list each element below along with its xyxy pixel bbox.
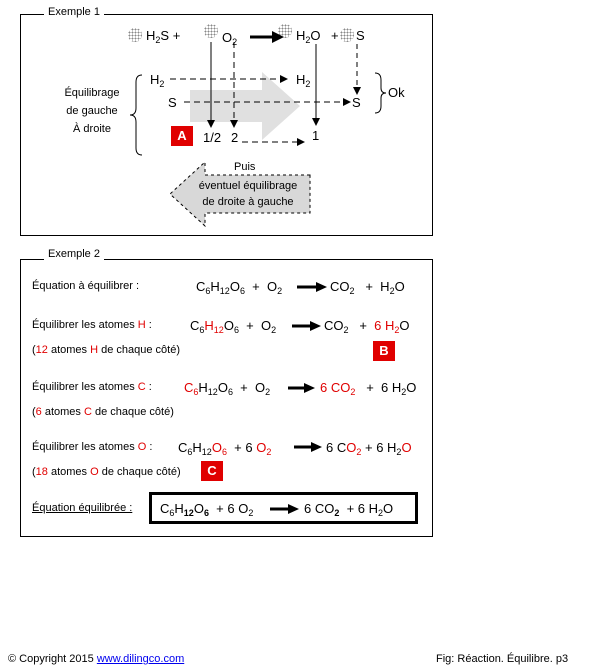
formula-h2o: $H_2O$ [296,28,321,45]
badge-b: B [373,341,395,361]
row-h2-left: $H_2$ [150,72,165,89]
row1-label: Équation à équilibrer : [32,280,140,292]
row-s-right: S [352,95,361,110]
gray-arrow-text [186,178,310,210]
row3-note: (6 atomes C de chaque côté) [32,406,174,418]
row3-equation-left: $C_6H_{12}O_6 + O_2$ [184,380,271,397]
side-label [52,84,132,138]
badge-a: A [171,126,193,146]
example-1-title: Exemple 1 [44,6,104,19]
copyright [8,653,184,665]
row2-equation-right: $CO_2 + 6$ $H_2O$ [324,318,410,335]
badge-c: C [201,461,223,481]
coef-half: 1/2 [203,130,222,145]
row4-label: Équilibrer les atomes O : [32,441,153,453]
site-link[interactable]: www.dilingco.com [96,653,185,665]
row1-equation-right: $CO_2 + H_2O$ [330,279,405,296]
row-h2-right: $H_2$ [296,72,311,89]
row3-label: Équilibrer les atomes C : [32,381,152,393]
figure-caption: Fig: Réaction. Équilibre. p3 [436,653,569,665]
arrow-row-1 [297,282,327,292]
gray-arrow-text-line-1: éventuel équilibrage [198,180,298,192]
side-label-line-3: À droite [73,123,111,135]
side-label-line-2: de gauche [66,105,118,117]
gray-arrow-text-line-2: de droite à gauche [202,196,294,208]
row4-equation-right: 6 $CO_2 + 6$ $H_2O$ [326,440,412,457]
formula-o2: $O_2$ [222,30,238,47]
coef-two: 2 [231,130,239,145]
row2-note: (12 atomes H de chaque côté) [32,344,181,356]
row2-label: Équilibrer les atomes H : [32,319,152,331]
row4-note: (18 atomes O de chaque côté) [32,466,181,478]
arrow-row-3 [288,383,315,393]
side-label-line-1: Équilibrage [64,87,120,99]
row5-equation-left: $C_6H_{12}O_6 + 6$ $O_2$ [160,501,254,518]
copyright-text: © Copyright 2015 [8,653,97,665]
plus-sign: + [172,28,181,43]
ok-label: Ok [388,85,405,100]
coef-one: 1 [312,128,320,143]
row3-equation-right: 6 $CO_2 + 6$ $H_2O$ [320,380,417,397]
right-brace [375,73,386,113]
formula-h2s: $H_2S$ [146,28,170,45]
row4-equation-left: $C_6H_{12}O_6 + 6$ $O_2$ [178,440,272,457]
row2-equation-left: $C_6H_{12}O_6 + O_2$ [190,318,277,335]
plus-sign-2: + [331,28,339,43]
arrow-row-2 [292,321,321,331]
example-2-title: Exemple 2 [44,248,104,261]
row1-equation-left: $C_6H_{12}O_6 + O_2$ [196,279,283,296]
row5-equation-right: 6 $CO_2 + 6$ $H_2O$ [304,501,394,518]
row5-label: Équation équilibrée : [32,502,133,514]
arrow-row-4 [294,442,322,452]
puis-label: Puis [234,161,256,173]
row-s-left: S [168,95,177,110]
reaction-arrow [250,31,284,43]
formula-s: S [356,28,365,43]
